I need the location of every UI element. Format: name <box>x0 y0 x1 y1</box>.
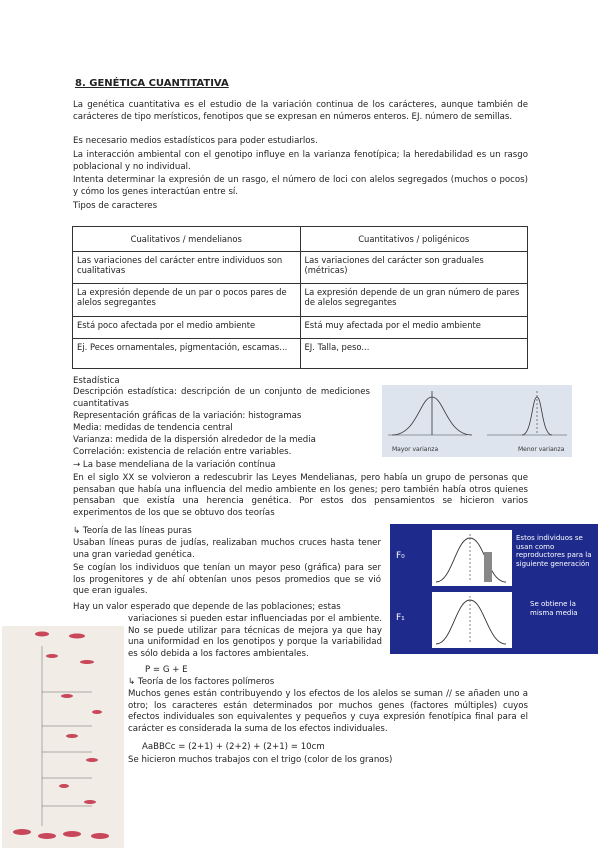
table-cell: Las variaciones del carácter son graduales (métricas) <box>300 252 528 284</box>
table-header-row <box>73 227 528 252</box>
table-cell: Está poco afectada por el medio ambiente <box>73 317 301 339</box>
stats-line: Media: medidas de tendencia central <box>73 423 233 433</box>
figure-background <box>2 626 124 848</box>
selected-bar <box>484 552 492 582</box>
note-box <box>516 534 596 584</box>
table-header: Cualitativos / mendelianos <box>73 227 301 252</box>
intro-line: Tipos de caracteres <box>73 201 158 211</box>
table-header: Cuantitativos / poligénicos <box>300 227 528 252</box>
pure-paragraph: variaciones si pueden estar influenciadas por el ambiente. No se puede utilizar para técnicas de mejora ya que hay una uniformidad en los genotipos y porque la variabilidad es sólo debida a los factores ambientales. <box>128 614 382 659</box>
section-title: ↳ Teoría de las líneas puras <box>73 526 192 536</box>
table-cell: Las variaciones del carácter entre individuos son cualitativas <box>73 252 301 284</box>
example-formula: AaBBCc = (2+1) + (2+2) + (2+1) = 10cm <box>142 742 325 752</box>
formula: P = G + E <box>145 665 188 675</box>
table-cell: Ej. Peces ornamentales, pigmentación, escamas... <box>73 339 301 369</box>
section-title: → La base mendeliana de la variación contínua <box>73 460 276 470</box>
bean-selection-figure <box>390 524 598 654</box>
wheat-line: Se hicieron muchos trabajos con el trigo (color de los granos) <box>128 755 393 765</box>
stats-line: Descripción estadística: descripción de un conjunto de mediciones cuantitativas <box>73 387 370 409</box>
caracteres-table <box>72 226 528 369</box>
note-box <box>530 600 596 630</box>
f1-label: F₁ <box>396 613 405 623</box>
table-cell: Está muy afectada por el medio ambiente <box>300 317 528 339</box>
wheat-cross-figure <box>2 626 124 848</box>
table-row <box>73 339 528 369</box>
section-title: ↳ Teoría de los factores polímeros <box>128 677 275 687</box>
stats-line: Varianza: medida de la dispersión alrededor de la media <box>73 435 316 445</box>
intro-line: Intenta determinar la expresión de un rasgo, el número de loci con alelos segregados (muchos o pocos) y cómo los genes interactúan entre sí. <box>73 175 528 197</box>
base-paragraph: En el siglo XX se volvieron a redescubrir las Leyes Mendelianas, pero había un grupo de personas que pensaban que había una influencia del medio ambiente en los genes; pero también había otros quienes pensaban que existía una herencia genética. Por estos dos pensamientos se hicieron varios experimentos de los que se obtuvo dos teorías <box>73 473 528 518</box>
variance-curves-figure <box>382 385 572 457</box>
stats-line: Representación gráficas de la variación: histogramas <box>73 411 302 421</box>
page-title: 8. GENÉTICA CUANTITATIVA <box>75 78 229 89</box>
poly-paragraph: Muchos genes están contribuyendo y los efectos de los alelos se suman // se añaden uno a otro; los caracteres están determinados por muchos genes (factores múltiples) cuyos efectos individuales son equivalentes y pequeños y cuya expresión fenotípica final para el carácter es considerada la suma de los efectos individuales. <box>128 689 528 734</box>
curve-label-left: Mayor varianza <box>392 446 439 453</box>
note-text: Se obtiene la misma media <box>530 600 578 617</box>
pure-paragraph: Usaban líneas puras de judías, realizaban muchos cruces hasta tener una gran variedad genética. <box>73 538 381 560</box>
table-cell: La expresión depende de un gran número de pares de alelos segregantes <box>300 284 528 317</box>
table-row <box>73 252 528 284</box>
note-text: Estos individuos se usan como reproductores para la siguiente generación <box>516 534 592 568</box>
table-row <box>73 284 528 317</box>
table-row <box>73 317 528 339</box>
intro-line: Es necesario medios estadísticos para poder estudiarlos. <box>73 136 318 146</box>
curve-label-right: Menor varianza <box>518 446 565 453</box>
stats-line: Correlación: existencia de relación entre variables. <box>73 447 292 457</box>
table-cell: La expresión depende de un par o pocos pares de alelos segregantes <box>73 284 301 317</box>
table-cell: EJ. Talla, peso... <box>300 339 528 369</box>
f0-label: F₀ <box>396 551 405 561</box>
pure-paragraph: Se cogían los individuos que tenían un mayor peso (gráfica) para ser los progenitores y de ahí obtenían unos pesos promedios que se vió que eran iguales. <box>73 563 381 596</box>
intro-line: La interacción ambiental con el genotipo influye en la varianza fenotípica; la heredabilidad es un rasgo poblacional y no individual. <box>73 150 528 172</box>
intro-paragraph: La genética cuantitativa es el estudio de la variación continua de los carácteres, aunque también de carácteres de tipo merísticos, fenotipos que se expresan en números enteros. EJ. número de semillas. <box>73 100 528 122</box>
pure-paragraph: Hay un valor esperado que depende de las poblaciones; estas <box>73 602 341 612</box>
stats-title: Estadística <box>73 376 120 386</box>
